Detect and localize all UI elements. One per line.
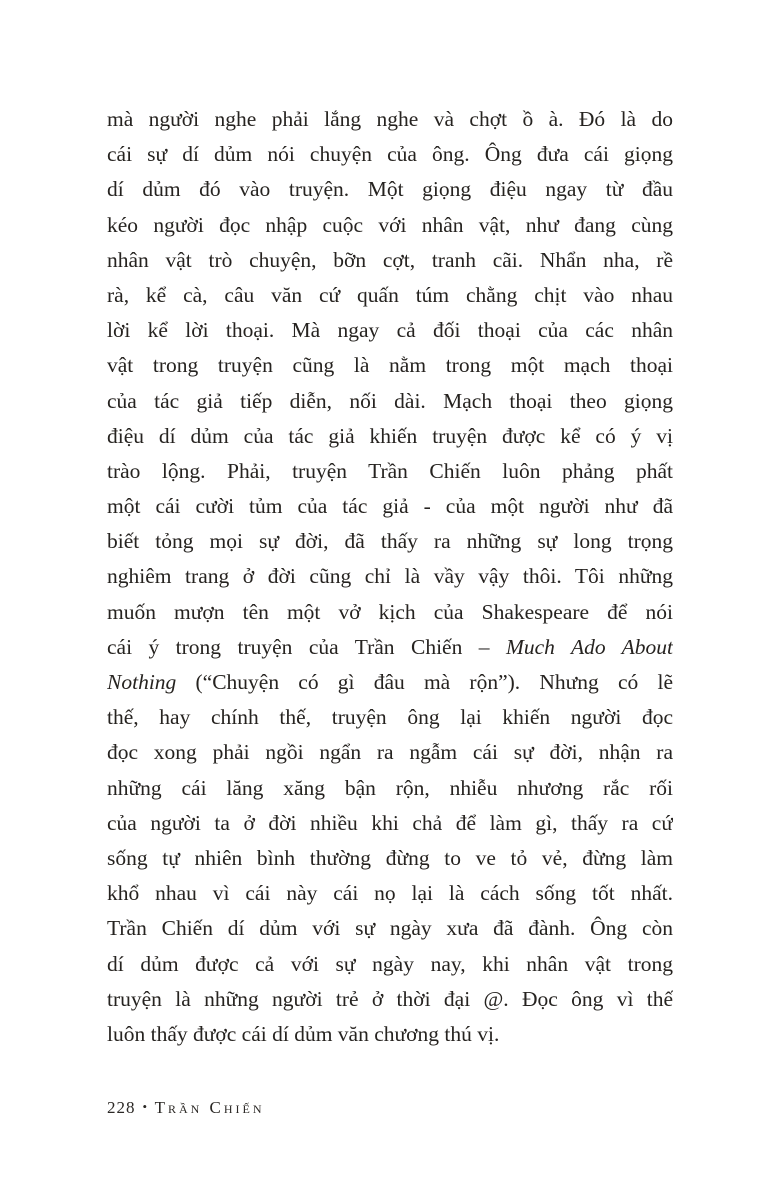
text-segment: mà người nghe phải lắng nghe và chợt ồ à. Đó là do <box>107 107 673 131</box>
text-segment: thế, hay chính thế, truyện ông lại khiến người đọc <box>107 705 673 730</box>
text-line <box>107 771 673 806</box>
text-segment: muốn mượn tên một vở kịch của Shakespeare để nói <box>107 599 673 624</box>
text-segment: của người ta ở đời nhiều khi chả để làm gì, thấy ra cứ <box>107 810 673 835</box>
text-segment: kéo người đọc nhập cuộc với nhân vật, như đang cùng <box>107 212 673 237</box>
page-footer <box>107 1098 265 1118</box>
text-segment: (“Chuyện có gì đâu mà rộn”). Nhưng có lẽ <box>176 670 673 694</box>
text-line <box>107 876 673 911</box>
text-segment: vật trong truyện cũng là nằm trong một mạch thoại <box>107 353 673 378</box>
text-line <box>107 384 673 419</box>
text-segment: rà, kể cà, câu văn cứ quấn túm chằng chịt vào nhau <box>107 282 673 307</box>
text-segment: dí dủm được cả với sự ngày nay, khi nhân vật trong <box>107 951 673 976</box>
text-segment: nghiêm trang ở đời cũng chỉ là vầy vậy thôi. Tôi những <box>107 564 673 589</box>
text-line <box>107 735 673 770</box>
text-segment: trào lộng. Phải, truyện Trần Chiến luôn phảng phất <box>107 458 673 483</box>
text-line <box>107 559 673 594</box>
footer-separator-dot: • <box>142 1099 148 1114</box>
text-segment: cái ý trong truyện của Trần Chiến – <box>107 634 506 659</box>
text-line <box>107 137 673 172</box>
text-segment: dí dủm đó vào truyện. Một giọng điệu ngay từ đầu <box>107 177 673 202</box>
text-line <box>107 278 673 313</box>
text-line <box>107 102 673 137</box>
footer-running-title: Trần Chiến <box>154 1098 265 1117</box>
text-segment: luôn thấy được cái dí dủm văn chương thú vị. <box>107 1021 500 1046</box>
text-line <box>107 665 673 700</box>
text-line <box>107 489 673 524</box>
text-line <box>107 841 673 876</box>
page-number: 228 <box>107 1098 136 1117</box>
text-line <box>107 454 673 489</box>
text-segment: sống tự nhiên bình thường đừng to ve tỏ vẻ, đừng làm <box>107 845 673 870</box>
text-segment: biết tỏng mọi sự đời, đã thấy ra những sự long trọng <box>107 529 673 554</box>
text-segment: Trần Chiến dí dủm với sự ngày xưa đã đành. Ông còn <box>107 916 673 941</box>
text-segment: của tác giả tiếp diễn, nối dài. Mạch thoại theo giọng <box>107 388 673 413</box>
text-line <box>107 172 673 207</box>
text-segment: khổ nhau vì cái này cái nọ lại là cách sống tốt nhất. <box>107 881 673 906</box>
text-segment: lời kể lời thoại. Mà ngay cả đối thoại của các nhân <box>107 318 673 343</box>
text-line <box>107 208 673 243</box>
text-line <box>107 982 673 1017</box>
text-segment: những cái lăng xăng bận rộn, nhiễu nhương rắc rối <box>107 775 673 800</box>
text-segment: một cái cười tủm của tác giả - của một người như đã <box>107 494 673 519</box>
text-segment: truyện là những người trẻ ở thời đại @. Đọc ông vì thế <box>107 986 673 1011</box>
text-segment-italic: Much Ado About <box>505 634 673 659</box>
text-line <box>107 1017 673 1052</box>
text-line <box>107 947 673 982</box>
text-segment-italic: Nothing <box>107 670 177 694</box>
text-line <box>107 595 673 630</box>
text-segment: điệu dí dủm của tác giả khiến truyện được kể có ý vị <box>107 423 673 448</box>
text-line <box>107 806 673 841</box>
text-line <box>107 911 673 946</box>
text-line <box>107 524 673 559</box>
text-line <box>107 243 673 278</box>
body-text <box>107 102 673 1052</box>
text-line <box>107 348 673 383</box>
text-segment: nhân vật trò chuyện, bỡn cợt, tranh cãi. Nhẩn nha, rề <box>107 247 673 272</box>
text-line <box>107 700 673 735</box>
text-segment: đọc xong phải ngồi ngẩn ra ngẫm cái sự đời, nhận ra <box>107 740 673 765</box>
text-line <box>107 630 673 665</box>
text-segment: cái sự dí dủm nói chuyện của ông. Ông đưa cái giọng <box>107 142 673 167</box>
text-line <box>107 419 673 454</box>
text-line <box>107 313 673 348</box>
